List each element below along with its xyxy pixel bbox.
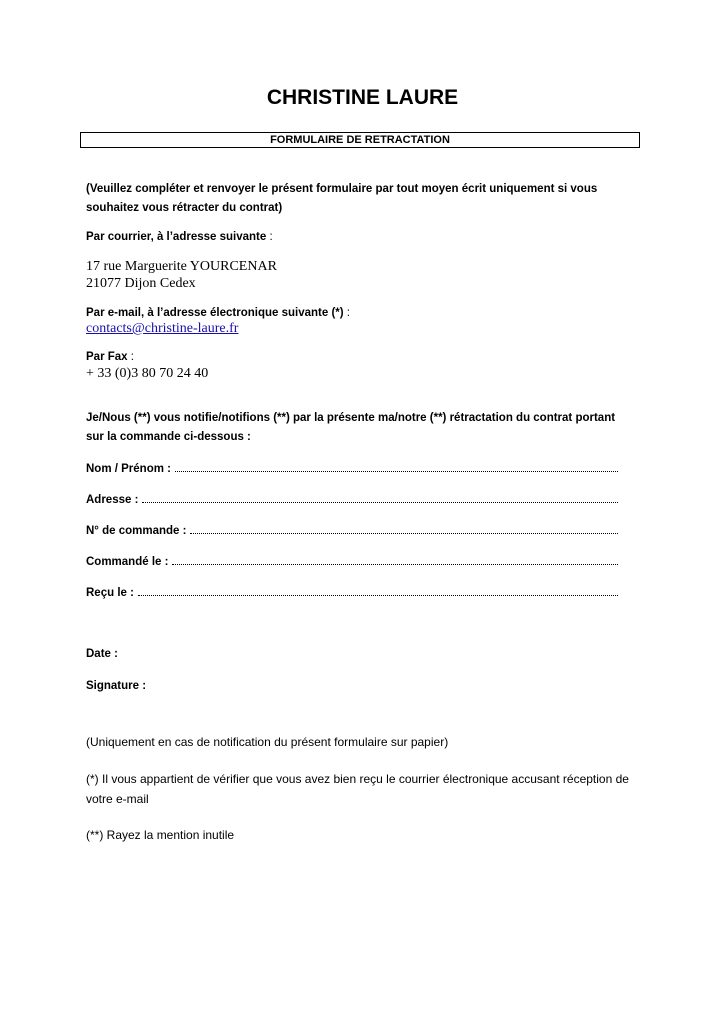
email-label: Par e-mail, à l’adresse électronique suivante (*) [86,307,344,319]
date-label: Date : [86,648,118,660]
mail-label: Par courrier, à l’adresse suivante [86,231,267,243]
field-received-on-label: Reçu le : [86,587,134,599]
company-title: CHRISTINE LAURE [266,86,459,109]
fax-label-row [86,349,134,365]
signature-label: Signature : [86,680,147,692]
field-received-on-dotted-line[interactable] [138,585,618,596]
fax-label-suffix: : [127,351,134,363]
email-label-row [86,305,350,321]
field-name-label: Nom / Prénom : [86,463,171,475]
double-star-note: (**) Rayez la mention inutile [86,828,235,842]
star-note: (*) Il vous appartient de vérifier que vous avez bien reçu le courrier électronique accusant réception de votre e-mail [86,772,629,806]
field-ordered-on[interactable] [86,554,618,568]
field-name-dotted-line[interactable] [175,461,618,472]
mail-address-line2: 21077 Dijon Cedex [86,276,196,291]
mail-label-suffix: : [266,231,273,243]
form-title-box: FORMULAIRE DE RETRACTATION [80,132,640,148]
mail-address-line1: 17 rue Marguerite YOURCENAR [86,259,277,274]
field-name[interactable] [86,461,618,475]
declaration-text: Je/Nous (**) vous notifie/notifions (**) par la présente ma/notre (**) rétractation du contrat portant sur la commande ci-dessous : [86,412,616,443]
field-order-number-dotted-line[interactable] [190,523,618,534]
paper-only-note: (Uniquement en cas de notification du présent formulaire sur papier) [86,735,449,749]
field-order-number[interactable] [86,523,618,537]
field-address-dotted-line[interactable] [142,492,618,503]
field-ordered-on-label: Commandé le : [86,556,169,568]
email-label-suffix: : [343,307,350,319]
field-received-on[interactable] [86,585,618,599]
field-ordered-on-dotted-line[interactable] [172,554,618,565]
field-address-label: Adresse : [86,494,139,506]
intro-text: (Veuillez compléter et renvoyer le présent formulaire par tout moyen écrit uniquement si vous souhaitez vous rétracter du contrat) [86,183,598,214]
field-order-number-label: N° de commande : [86,525,187,537]
fax-label: Par Fax [86,351,128,363]
email-link[interactable]: contacts@christine-laure.fr [86,321,239,336]
field-address[interactable] [86,492,618,506]
mail-label-row [86,229,273,245]
fax-number: + 33 (0)3 80 70 24 40 [86,366,209,381]
